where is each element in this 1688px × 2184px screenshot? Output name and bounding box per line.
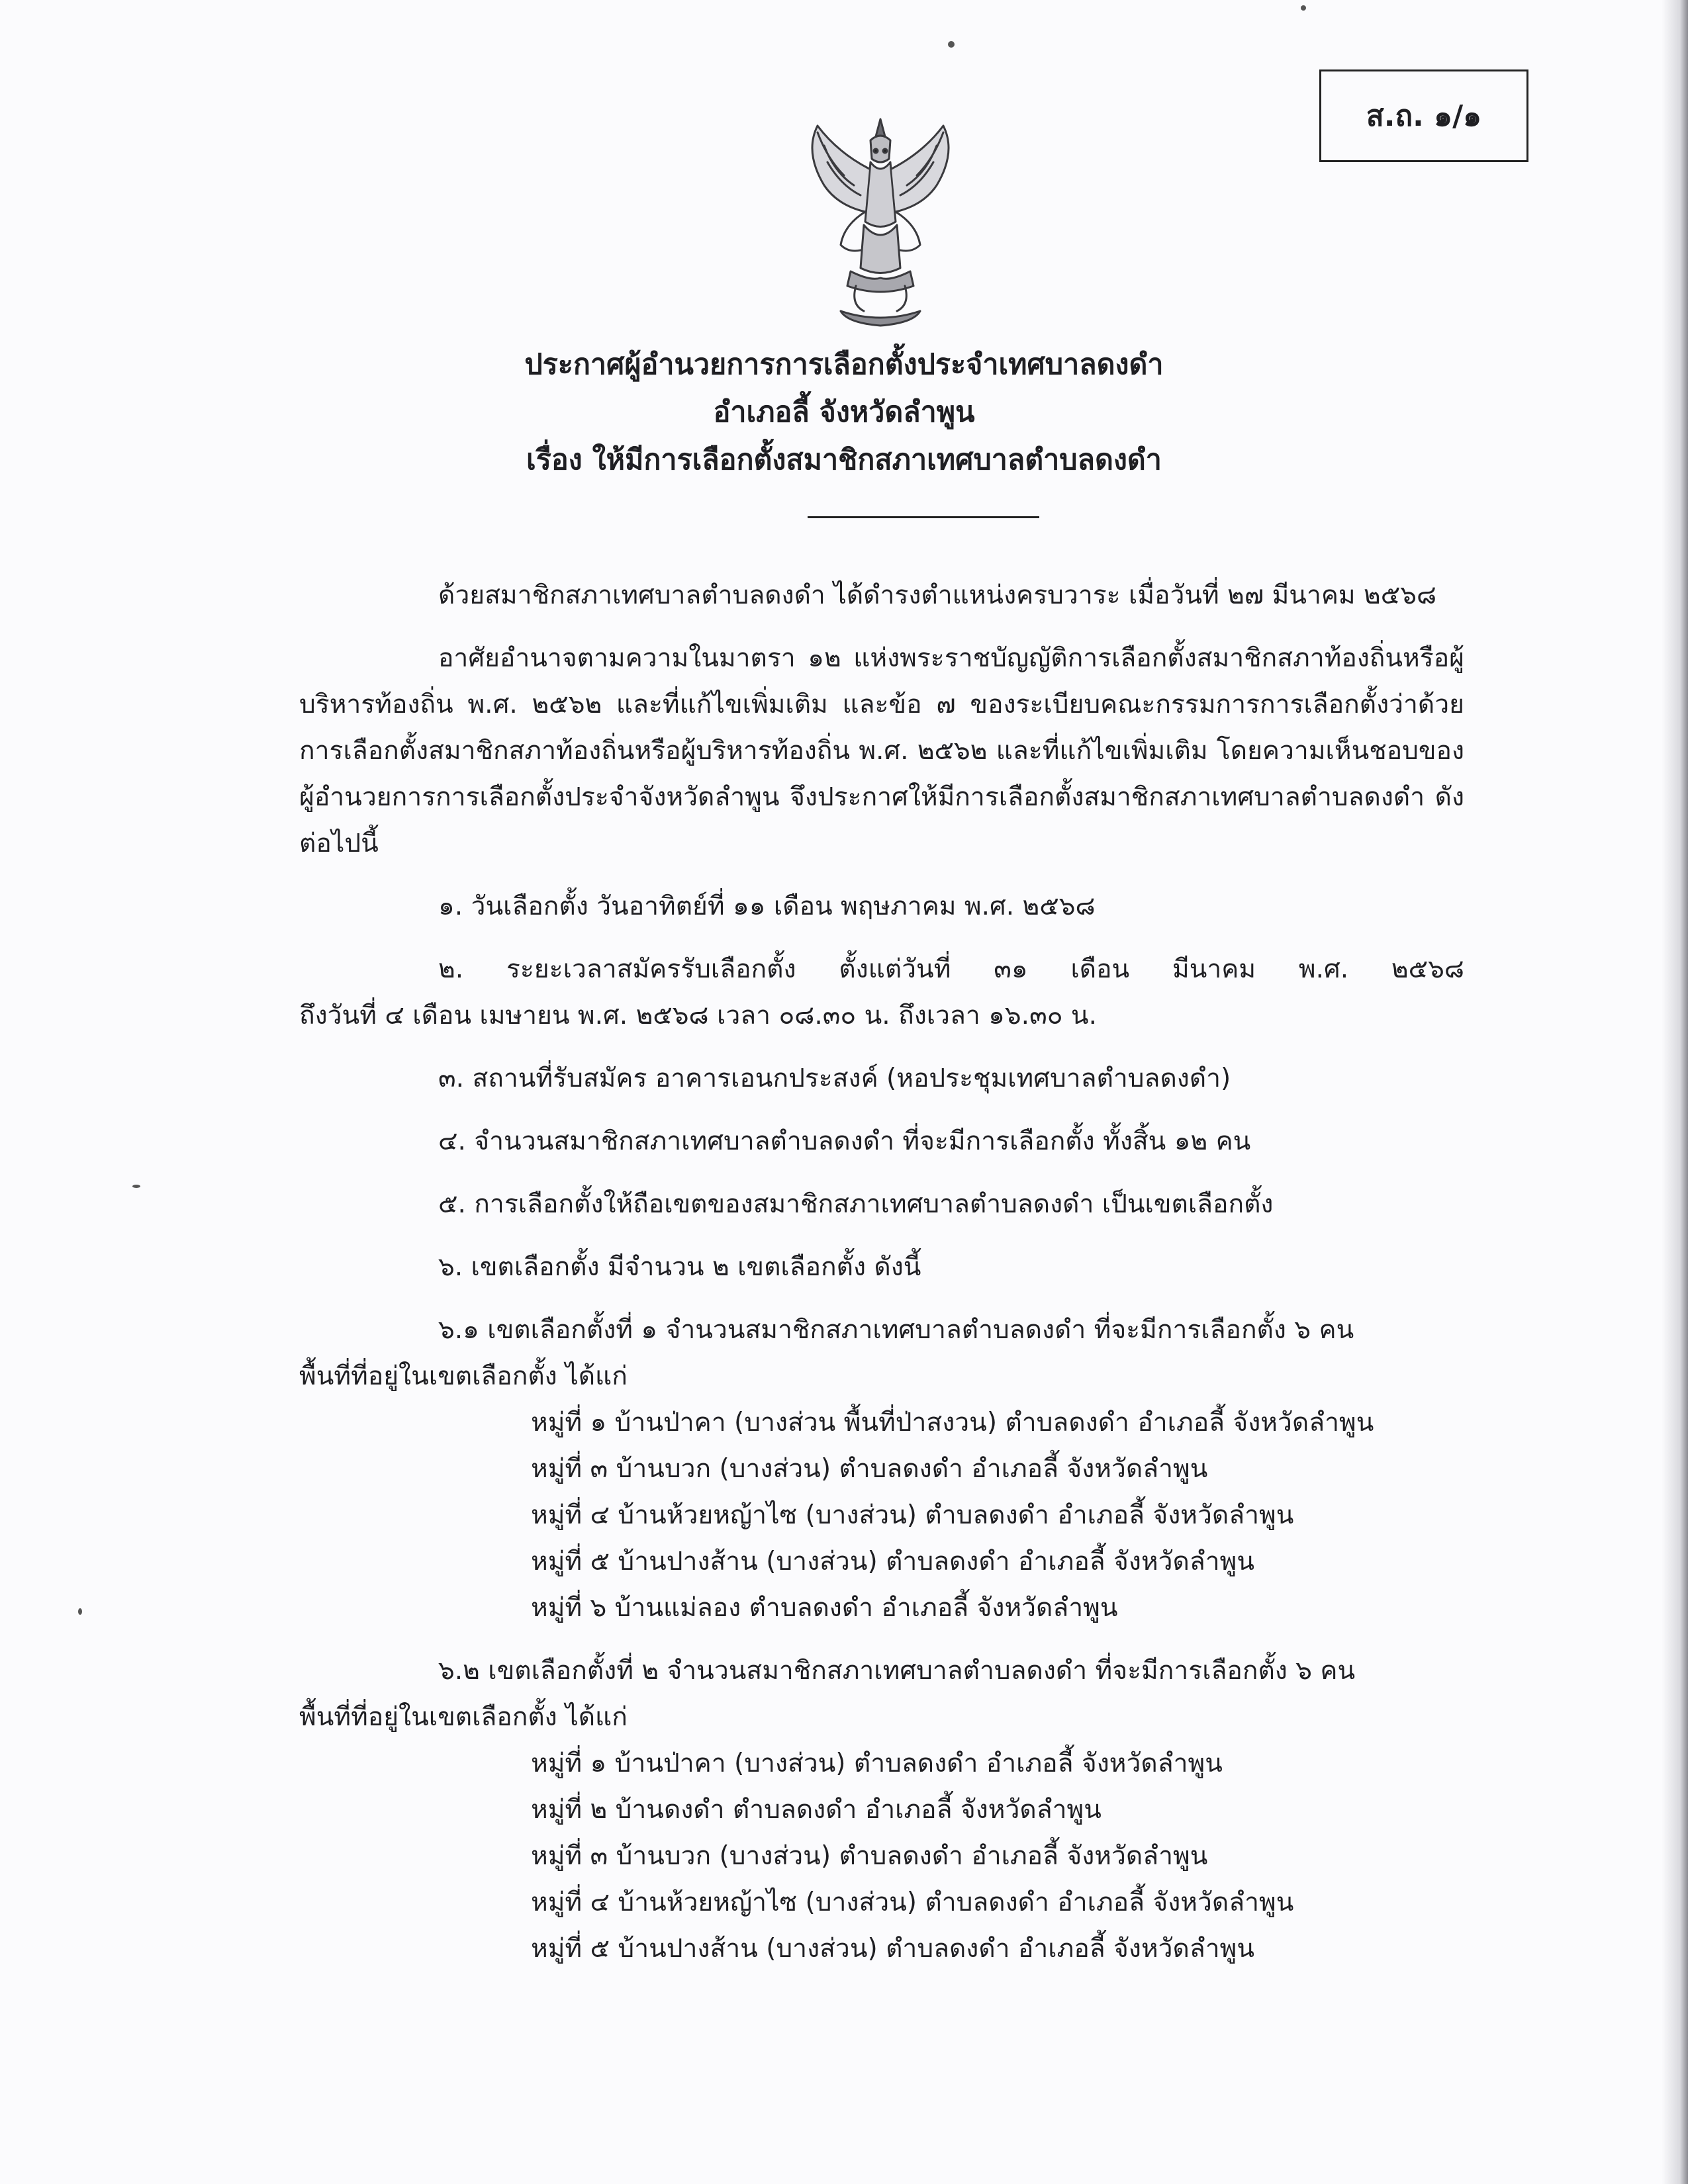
header-subject: เรื่อง ให้มีการเลือกตั้งสมาชิกสภาเทศบาลตำบลดงดำ (526, 443, 1162, 477)
zone2-village: หมู่ที่ ๓ บ้านบวก (บางส่วน) ตำบลดงดำ อำเภอลี้ จังหวัดลำพูน (531, 1841, 1208, 1871)
header-title: ประกาศผู้อำนวยการการเลือกตั้งประจำเทศบาลดงดำ (524, 348, 1164, 381)
zone1-village: หมู่ที่ ๕ บ้านปางส้าน (บางส่วน) ตำบลดงดำ อำเภอลี้ จังหวัดลำพูน (531, 1547, 1255, 1576)
zone2-heading: ๖.๒ เขตเลือกตั้งที่ ๒ จำนวนสมาชิกสภาเทศบาลตำบลดงดำ ที่จะมีการเลือกตั้ง ๖ คน (438, 1656, 1356, 1686)
zone1-village: หมู่ที่ ๔ บ้านห้วยหญ้าไซ (บางส่วน) ตำบลดงดำ อำเภอลี้ จังหวัดลำพูน (531, 1500, 1294, 1530)
item-application-period-line1: ๒. ระยะเวลาสมัครรับเลือกตั้ง ตั้งแต่วันที่ ๓๑ เดือน มีนาคม พ.ศ. ๒๕๖๘ (438, 954, 1464, 984)
zone1-village: หมู่ที่ ๖ บ้านแม่ลอง ตำบลดงดำ อำเภอลี้ จังหวัดลำพูน (531, 1593, 1118, 1623)
announcement-body (299, 572, 1464, 1972)
item-application-period-line2: ถึงวันที่ ๔ เดือน เมษายน พ.ศ. ๒๕๖๘ เวลา ๐๘.๓๐ น. ถึงเวลา ๑๖.๓๐ น. (299, 1001, 1097, 1030)
authority-paragraph: อาศัยอำนาจตามความในมาตรา ๑๒ แห่งพระราชบัญญัติการเลือกตั้งสมาชิกสภาท้องถิ่นหรือผู้บริหารท้องถิ่น พ.ศ. ๒๕๖๒ และที่แก้ไขเพิ่มเติม และข้อ ๗ ของระเบียบคณะกรรมการการเลือกตั้งว่าด้วยการเลือกตั้งสมาชิกสภาท้องถิ่นหรือผู้บริหารท้องถิ่น พ.ศ. ๒๕๖๒ และที่แก้ไขเพิ่มเติม โดยความเห็นชอบของผู้อำนวยการการเลือกตั้งประจำจังหวัดลำพูน จึงประกาศให้มีการเลือกตั้งสมาชิกสภาเทศบาลตำบลดงดำ ดังต่อไปนี้ (299, 643, 1464, 858)
intro-paragraph: ด้วยสมาชิกสภาเทศบาลตำบลดงดำ ได้ดำรงตำแหน่งครบวาระ เมื่อวันที่ ๒๗ มีนาคม ๒๕๖๘ (438, 580, 1437, 610)
zone2-village: หมู่ที่ ๕ บ้านปางส้าน (บางส่วน) ตำบลดงดำ อำเภอลี้ จังหวัดลำพูน (531, 1934, 1255, 1964)
zone1-heading: ๖.๑ เขตเลือกตั้งที่ ๑ จำนวนสมาชิกสภาเทศบาลตำบลดงดำ ที่จะมีการเลือกตั้ง ๖ คน (438, 1315, 1354, 1345)
scan-speck (132, 1185, 140, 1188)
item-member-count: ๔. จำนวนสมาชิกสภาเทศบาลตำบลดงดำ ที่จะมีการเลือกตั้ง ทั้งสิ้น ๑๒ คน (438, 1126, 1251, 1156)
zone1-village: หมู่ที่ ๑ บ้านป่าคา (บางส่วน พื้นที่ป่าสงวน) ตำบลดงดำ อำเภอลี้ จังหวัดลำพูน (531, 1408, 1374, 1437)
zone2-area-label: พื้นที่ที่อยู่ในเขตเลือกตั้ง ได้แก่ (299, 1702, 628, 1732)
zone1-village: หมู่ที่ ๓ บ้านบวก (บางส่วน) ตำบลดงดำ อำเภอลี้ จังหวัดลำพูน (531, 1454, 1208, 1484)
zone1-area-label: พื้นที่ที่อยู่ในเขตเลือกตั้ง ได้แก่ (299, 1361, 628, 1391)
item-election-date: ๑. วันเลือกตั้ง วันอาทิตย์ที่ ๑๑ เดือน พฤษภาคม พ.ศ. ๒๕๖๘ (438, 891, 1096, 921)
form-code: ส.ถ. ๑/๑ (1366, 99, 1482, 133)
form-code-box (1319, 69, 1528, 162)
item-electoral-boundary: ๕. การเลือกตั้งให้ถือเขตของสมาชิกสภาเทศบาลตำบลดงดำ เป็นเขตเลือกตั้ง (438, 1189, 1274, 1219)
announcement-header (0, 341, 1688, 484)
header-divider (808, 516, 1039, 518)
zone2-village: หมู่ที่ ๑ บ้านป่าคา (บางส่วน) ตำบลดงดำ อำเภอลี้ จังหวัดลำพูน (531, 1749, 1223, 1778)
item-electoral-zones: ๖. เขตเลือกตั้ง มีจำนวน ๒ เขตเลือกตั้ง ดังนี้ (438, 1252, 921, 1282)
scan-speck (78, 1608, 82, 1615)
scan-speck (948, 41, 955, 48)
item-application-venue: ๓. สถานที่รับสมัคร อาคารเอนกประสงค์ (หอประชุมเทศบาลตำบลดงดำ) (438, 1064, 1231, 1093)
zone2-village: หมู่ที่ ๒ บ้านดงดำ ตำบลดงดำ อำเภอลี้ จังหวัดลำพูน (531, 1795, 1102, 1825)
zone2-village: หมู่ที่ ๔ บ้านห้วยหญ้าไซ (บางส่วน) ตำบลดงดำ อำเภอลี้ จังหวัดลำพูน (531, 1888, 1294, 1917)
garuda-emblem-icon (778, 113, 983, 331)
header-location: อำเภอลี้ จังหวัดลำพูน (713, 396, 975, 429)
scan-edge-shadow (1662, 0, 1688, 2184)
scan-speck (1301, 5, 1306, 11)
